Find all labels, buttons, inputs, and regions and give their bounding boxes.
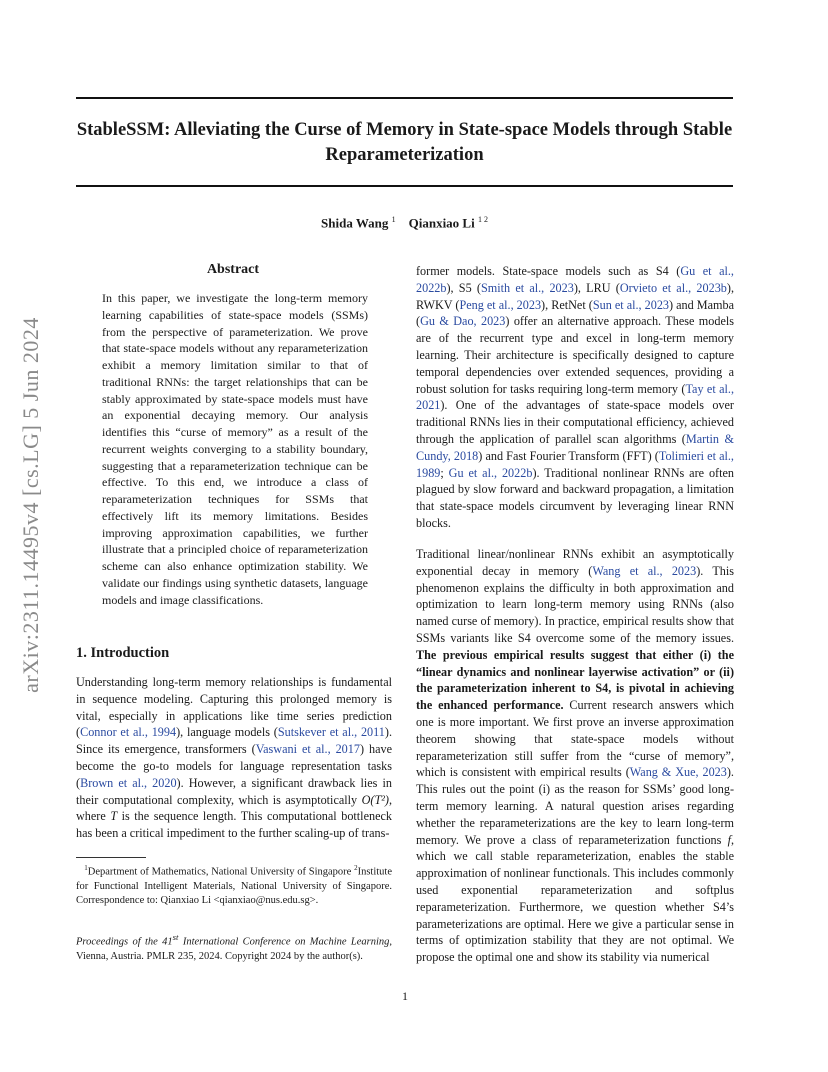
citation-link[interactable]: Tolimieri et al., 1989 [416, 448, 734, 480]
text-run: ). One of the advantages of state-space models over traditional RNNs lies in their computational efficiency, achieved through the application of parallel scan algorithms ( [416, 398, 734, 446]
abstract-heading: Abstract [206, 262, 260, 277]
bold-claim: The previous empirical results suggest that either (i) the “linear dynamics and nonlinear layerwise activation” or (ii) the parameterization inherent to S4, is pivotal in achieving the enhanced performance. [416, 647, 734, 713]
text-run: ), language models ( [176, 725, 278, 740]
arxiv-id: arXiv:2311.14495v4 [cs.LG] 5 Jun 2024 [18, 317, 43, 693]
citation-link[interactable]: Orvieto et al., 2023b [619, 280, 727, 295]
text-run: ). However, a significant drawback lies in their computational complexity, which is asymptotically [76, 775, 392, 807]
footnote-marker: 2 [354, 864, 358, 872]
footnote [76, 861, 392, 908]
text-run: , which we call stable reparameterization, enables the stable approximation of nonlinear functionals. This includes commonly used exponential reparameterization and softplus reparameterization. Furthermore, we question whether S4’s parameterizations are optimal. Here we give a particular sense in terms of optimization stability that they are not optimal. We propose the optimal one and show its stability via numerical [416, 832, 734, 965]
citation-link[interactable]: Gu et al., 2022b [416, 264, 734, 295]
citation-link[interactable]: Sutskever et al., 2011 [277, 725, 385, 740]
abstract-text: In this paper, we investigate the long-term memory learning capabilities of state-space models (SSMs) from the perspective of parameterization. We prove that state-space models without any reparameterization exhibit a memory limitation similar to that of traditional RNNs: the target relationships that can be stably approximated by state-space models must have an exponential decaying memory. Our analysis identifies this “curse of memory” as a result of the recurrent weights converging to a stability boundary, suggesting that a reparameterization technique can be effective. To this end, we introduce a class of reparameterization techniques for SSMs that effectively lift its memory limitations. Besides improving approximation capabilities, we further illustrate that a principled choice of reparameterization scheme can also enhance optimization stability. We validate our findings using synthetic datasets, language models and image classifications. [102, 291, 368, 607]
proceedings-note [76, 930, 392, 964]
proceedings-ordinal-suffix: st [172, 932, 179, 942]
title-bottom-rule [76, 185, 733, 187]
text-run: ). This phenomenon explains the difficulty in both approximation and optimization to learn long-term memory using RNNs (also named curse of memory). In practice, empirical results show that SSMs variants like S4 overcome some of the memory issues. [416, 563, 734, 645]
text-run: Traditional linear/nonlinear RNNs exhibit an asymptotically exponential decay in memory ( [416, 547, 734, 578]
citation-link[interactable]: Wang & Xue, 2023 [629, 765, 727, 780]
citation-link[interactable]: Sun et al., 2023 [592, 297, 670, 312]
author-name: Qianxiao Li [408, 215, 475, 231]
text-run: ), RetNet ( [541, 297, 593, 312]
text-run: is the sequence length. This computational bottleneck has been a critical impediment to the further scaling-up of trans- [76, 809, 392, 841]
text-run: former models. State-space models such as S4 ( [416, 264, 681, 278]
citation-link[interactable]: Gu & Dao, 2023 [420, 314, 506, 329]
proceedings-conference: International Conference on Machine Learning [178, 936, 390, 948]
citation-link[interactable]: Wang et al., 2023 [592, 563, 697, 578]
arxiv-watermark [14, 300, 48, 710]
footnote-text: Institute for Functional Intelligent Materials, National University of Singapore. Correspondence to: Qianxiao Li <qianxiao@nus.edu.sg>. [76, 866, 392, 906]
author-affiliation: 1 2 [477, 215, 488, 224]
citation-link[interactable]: Connor et al., 1994 [80, 725, 177, 740]
math-complexity: O(T²) [361, 792, 389, 807]
text-run: ). Since its emergence, transformers ( [76, 725, 392, 757]
text-run: ), S5 ( [446, 280, 481, 295]
math-variable: T [110, 809, 118, 824]
citation-link[interactable]: Gu et al., 2022b [448, 465, 533, 480]
top-rule [76, 97, 733, 99]
text-run: Understanding long-term memory relationships is fundamental in sequence modeling. Capturing this prolonged memory is vital, especially in applications like time series prediction ( [76, 675, 392, 740]
citation-link[interactable]: Peng et al., 2023 [459, 297, 542, 312]
math-variable: f [727, 832, 731, 847]
text-run: ) and Mamba ( [416, 297, 735, 329]
footnote-marker: 1 [84, 864, 88, 872]
text-run: , where [76, 792, 392, 824]
text-run: ; [440, 465, 449, 480]
citation-link[interactable]: Brown et al., 2020 [80, 775, 177, 790]
right-paragraph-2 [416, 546, 734, 966]
text-run: ). Traditional nonlinear RNNs are often plagued by slow forward and backward propagation, a limitation that state-space models circumvent by leveraging linear RNN blocks. [416, 465, 734, 530]
author-affiliation: 1 [391, 215, 396, 224]
citation-link[interactable]: Martin & Cundy, 2018 [416, 431, 734, 463]
text-run: ). This rules out the point (i) as the reason for SSMs’ good long-term memory learning. A natural question arises regarding whether the reparameterizations are the key to learn long-term memory. We prove a class of reparameterization functions [416, 765, 734, 847]
page-number: 1 [402, 989, 408, 1003]
intro-paragraph [76, 674, 392, 842]
text-run: ) have become the go-to models for language representation tasks ( [76, 742, 392, 790]
right-paragraph-1 [416, 263, 734, 532]
text-run: ), RWKV ( [416, 280, 734, 312]
section-heading: 1. Introduction [76, 645, 170, 661]
text-run: ) offer an alternative approach. These models are of the recurrent type and excel in long-term memory learning. Their architecture is specifically designed to capture temporal dependencies over extended sequences, providing a robust solution for tasks requiring long-term memory ( [416, 314, 734, 396]
citation-link[interactable]: Smith et al., 2023 [480, 280, 574, 295]
text-run: ), LRU ( [573, 280, 620, 295]
paper-title: StableSSM: Alleviating the Curse of Memory in State-space Models through Stable Reparameterization [76, 120, 733, 165]
text-run: Current research answers which one is more important. We first prove an inverse approximation theorem showing that state-space models without reparameterization still suffer from the “curse of memory”, which is consistent with empirical results ( [416, 698, 734, 780]
proceedings-details: , Vienna, Austria. PMLR 235, 2024. Copyright 2024 by the author(s). [76, 936, 392, 962]
footnote-text: Department of Mathematics, National University of Singapore [87, 866, 355, 878]
citation-link[interactable]: Vaswani et al., 2017 [255, 742, 360, 757]
text-run: ) and Fast Fourier Transform (FFT) ( [478, 448, 659, 463]
proceedings-text: Proceedings of the [76, 936, 163, 948]
author-list [76, 215, 733, 231]
proceedings-ordinal: 41 [162, 936, 173, 948]
footnote-rule [76, 857, 146, 858]
citation-link[interactable]: Tay et al., 2021 [416, 381, 734, 413]
author-name: Shida Wang [321, 215, 389, 231]
